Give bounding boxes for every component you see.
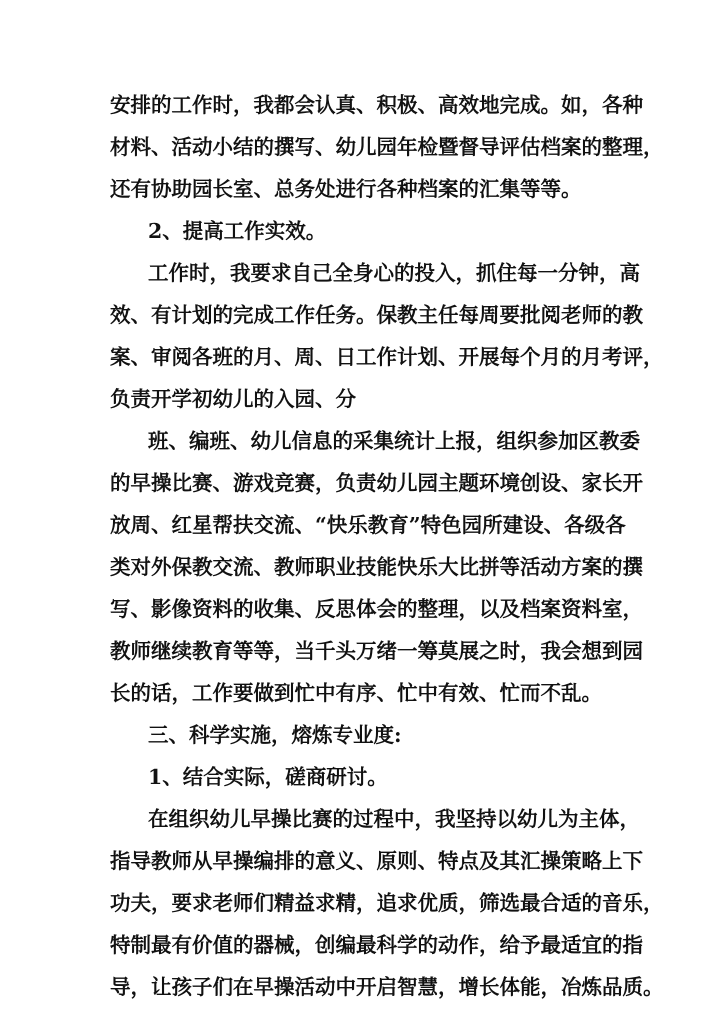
text-line-22: 导，让孩子们在早操活动中开启智慧，增长体能，冶炼品质。 <box>110 975 664 999</box>
text-line-14: 教师继续教育等等，当千头万绪一筹莫展之时，我会想到园 <box>110 639 643 663</box>
subsection-heading-1: 1、结合实际，磋商研讨。 <box>148 765 388 789</box>
text-line-7: 案、审阅各班的月、周、日工作计划、开展每个月的月考评， <box>110 345 664 369</box>
text-line-11: 放周、红星帮扶交流、“快乐教育”特色园所建设、各级各 <box>110 513 626 537</box>
text-line-18: 在组织幼儿早操比赛的过程中，我坚持以幼儿为主体， <box>148 807 640 831</box>
text-line-20: 功夫，要求老师们精益求精，追求优质，筛选最合适的音乐， <box>110 891 664 915</box>
text-line-13: 写、影像资料的收集、反思体会的整理，以及档案资料室， <box>110 597 643 621</box>
text-line-1: 安排的工作时，我都会认真、积极、高效地完成。如，各种 <box>110 93 643 117</box>
text-line-6: 效、有计划的完成工作任务。保教主任每周要批阅老师的教 <box>110 303 643 327</box>
section-heading-3: 三、科学实施，熔炼专业度: <box>148 723 402 747</box>
text-line-5: 工作时，我要求自己全身心的投入，抓住每一分钟，高 <box>148 261 640 285</box>
text-line-2: 材料、活动小结的撰写、幼儿园年检暨督导评估档案的整理， <box>110 135 664 159</box>
text-line-15: 长的话，工作要做到忙中有序、忙中有效、忙而不乱。 <box>110 681 602 705</box>
text-line-19: 指导教师从早操编排的意义、原则、特点及其汇操策略上下 <box>110 849 643 873</box>
text-line-3: 还有协助园长室、总务处进行各种档案的汇集等等。 <box>110 177 582 201</box>
text-line-9: 班、编班、幼儿信息的采集统计上报，组织参加区教委 <box>148 429 640 453</box>
text-line-12: 类对外保教交流、教师职业技能快乐大比拼等活动方案的撰 <box>110 555 643 579</box>
text-line-10: 的早操比赛、游戏竞赛，负责幼儿园主题环境创设、家长开 <box>110 471 643 495</box>
text-line-21: 特制最有价值的器械，创编最科学的动作，给予最适宜的指 <box>110 933 643 957</box>
section-heading-2: 2、提高工作实效。 <box>148 219 327 243</box>
text-line-8: 负责开学初幼儿的入园、分 <box>110 387 356 411</box>
